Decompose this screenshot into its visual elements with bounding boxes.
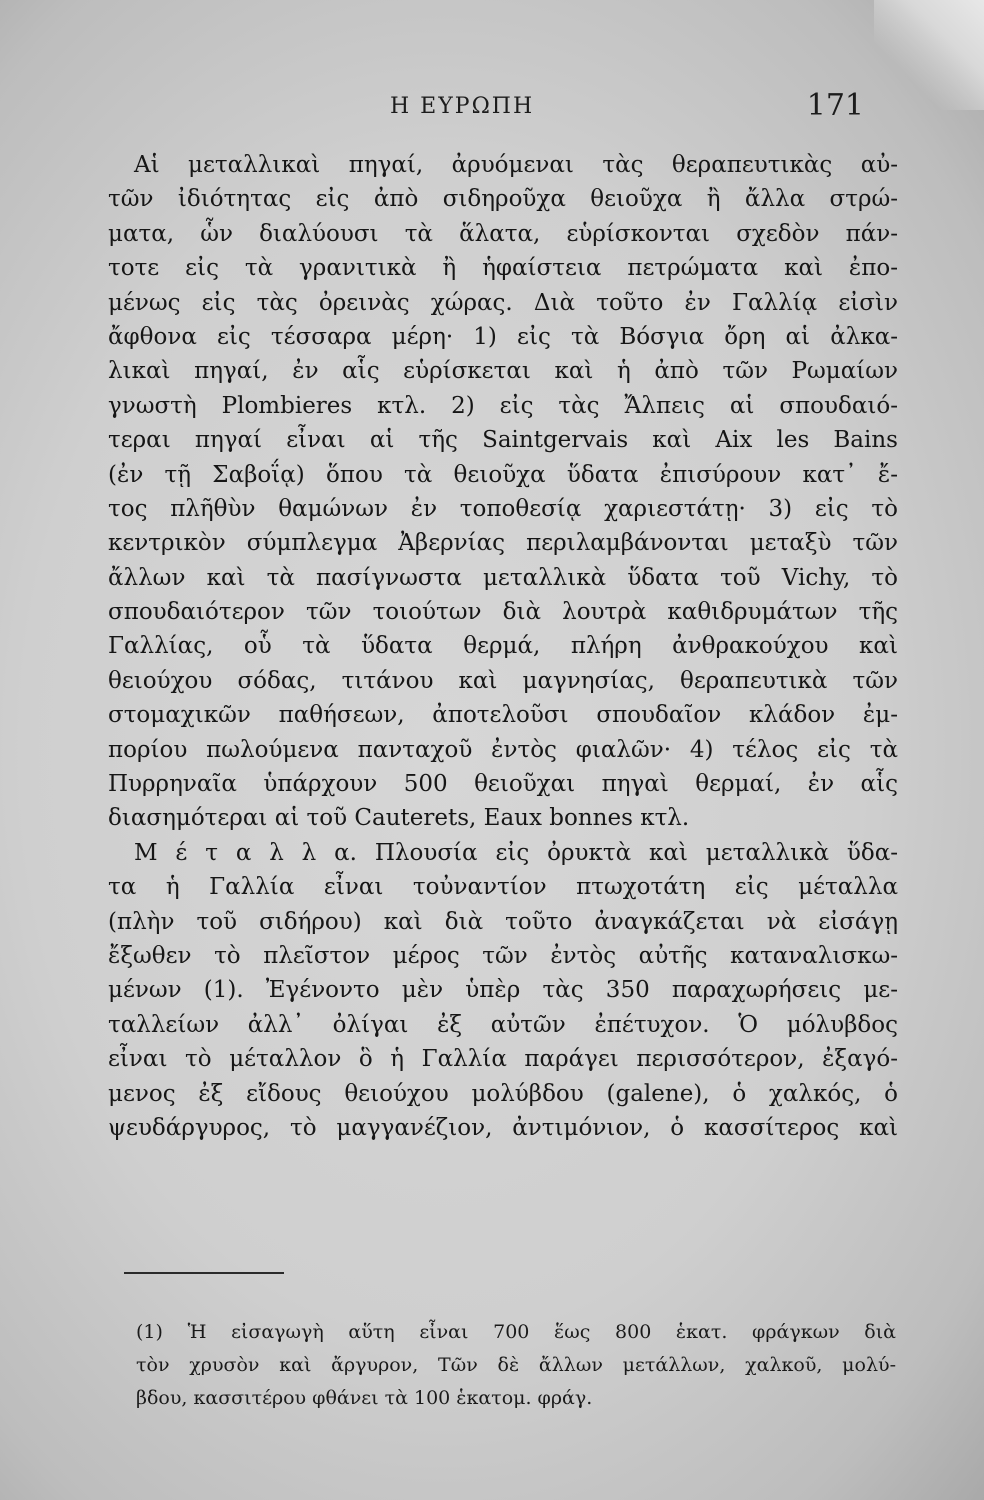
- body-line: ταλλείων ἀλλ᾽ ὀλίγαι ἐξ αὐτῶν ἐπέτυχον. Ὁ μόλυβδος: [108, 1011, 898, 1038]
- running-title: Η ΕΥΡΩΠΗ: [390, 94, 535, 119]
- body-line: λικαὶ πηγαί, ἐν αἷς εὑρίσκεται καὶ ἡ ἀπὸ τῶν Ρωμαίων: [108, 358, 898, 385]
- body-line: μένων (1). Ἐγένοντο μὲν ὑπὲρ τὰς 350 παραχωρήσεις με-: [108, 977, 898, 1004]
- body-line: θειούχου σόδας, τιτάνου καὶ μαγνησίας, θεραπευτικὰ τῶν: [108, 667, 898, 694]
- body-text: [108, 148, 898, 1145]
- body-line: τῶν ἰδιότητας εἰς ἀπὸ σιδηροῦχα θειοῦχα ἢ ἄλλα στρώ-: [108, 186, 898, 213]
- body-line: ἄλλων καὶ τὰ πασίγνωστα μεταλλικὰ ὕδατα τοῦ Vichy, τὸ: [108, 564, 898, 591]
- body-line: Μ έ τ α λ λ α. Πλουσία εἰς ὀρυκτὰ καὶ μεταλλικὰ ὕδα-: [134, 839, 898, 866]
- body-line: ἔξωθεν τὸ πλεῖστον μέρος τῶν ἐντὸς αὐτῆς καταναλισκω-: [108, 942, 898, 969]
- body-line: Γαλλίας, οὗ τὰ ὕδατα θερμά, πλήρη ἀνθρακούχου καὶ: [108, 633, 898, 660]
- body-line: Αἱ μεταλλικαὶ πηγαί, ἀρυόμεναι τὰς θεραπευτικὰς αὐ-: [134, 152, 898, 178]
- body-line: ἄφθονα εἰς τέσσαρα μέρη· 1) εἰς τὰ Βόσγια ὄρη αἱ ἀλκα-: [108, 323, 898, 350]
- body-line: τοτε εἰς τὰ γρανιτικὰ ἢ ἡφαίστεια πετρώματα καὶ ἐπο-: [108, 255, 898, 282]
- body-line: κεντρικὸν σύμπλεγμα Ἀβερνίας περιλαμβάνονται μεταξὺ τῶν: [108, 530, 898, 557]
- body-line: τεραι πηγαί εἶναι αἱ τῆς Saintgervais καὶ Aix les Bains: [108, 427, 898, 454]
- footnote-line: τὸν χρυσὸν καὶ ἄργυρον, Τῶν δὲ ἄλλων μετάλλων, χαλκοῦ, μολύ-: [136, 1354, 896, 1376]
- page-corner-fold: [874, 0, 984, 110]
- body-line: (πλὴν τοῦ σιδήρου) καὶ διὰ τοῦτο ἀναγκάζεται νὰ εἰσάγῃ: [108, 908, 898, 935]
- body-line: τα ἡ Γαλλία εἶναι τοὐναντίον πτωχοτάτη εἰς μέταλλα: [108, 874, 898, 901]
- footnote-rule: [124, 1272, 284, 1274]
- body-line: ματα, ὧν διαλύουσι τὰ ἅλατα, εὑρίσκονται σχεδὸν πάν-: [108, 220, 898, 247]
- body-line: Πυρρηναῖα ὑπάρχουν 500 θειοῦχαι πηγαὶ θερμαί, ἐν αἷς: [108, 771, 898, 798]
- footnotes: [136, 1316, 896, 1415]
- body-line: πορίου πωλούμενα πανταχοῦ ἐντὸς φιαλῶν· 4) τέλος εἰς τὰ: [108, 736, 898, 763]
- body-line: ψευδάργυρος, τὸ μαγγανέζιον, ἀντιμόνιον, ὁ κασσίτερος καὶ: [108, 1114, 898, 1141]
- body-line: σπουδαιότερον τῶν τοιούτων διὰ λουτρὰ καθιδρυμάτων τῆς: [108, 599, 898, 626]
- body-line: (ἐν τῇ Σαβοΐᾳ) ὅπου τὰ θειοῦχα ὕδατα ἐπισύρουν κατ᾽ ἔ-: [108, 461, 898, 488]
- body-line: μένως εἰς τὰς ὀρεινὰς χώρας. Διὰ τοῦτο ἐν Γαλλίᾳ εἰσὶν: [108, 289, 898, 316]
- body-line: μενος ἐξ εἴδους θειούχου μολύβδου (galene), ὁ χαλκός, ὁ: [108, 1080, 898, 1107]
- footnote-line: (1) Ἡ εἰσαγωγὴ αὕτη εἶναι 700 ἕως 800 ἑκατ. φράγκων διὰ: [136, 1321, 896, 1343]
- body-line: εἶναι τὸ μέταλλον ὃ ἡ Γαλλία παράγει περισσότερον, ἐξαγό-: [108, 1046, 898, 1073]
- body-line: τος πλῆθὺν θαμώνων ἐν τοποθεσίᾳ χαριεστάτῃ· 3) εἰς τὸ: [108, 495, 898, 522]
- body-line: στομαχικῶν παθήσεων, ἀποτελοῦσι σπουδαῖον κλάδον ἐμ-: [108, 702, 898, 729]
- running-head: [140, 88, 864, 128]
- body-line: γνωστὴ Plombieres κτλ. 2) εἰς τὰς Ἄλπεις αἱ σπουδαιό-: [108, 392, 898, 419]
- footnote-line: βδου, κασσιτέρου φθάνει τὰ 100 ἑκατομ. φράγ.: [136, 1387, 593, 1409]
- body-line: διασημότεραι αἱ τοῦ Cauterets, Eaux bonnes κτλ.: [108, 805, 690, 832]
- page-number: 171: [806, 88, 864, 123]
